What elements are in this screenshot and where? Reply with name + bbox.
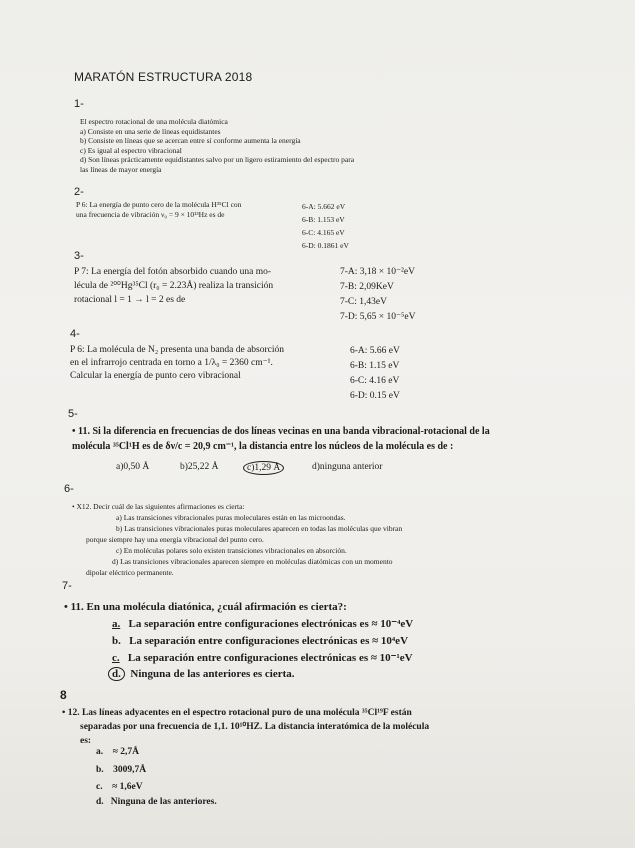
question-3-answer-d: 7-D: 5,65 × 10⁻⁵eV [340,312,416,322]
question-7-option-c: c. La separación entre configuraciones electrónicas es ≈ 10⁻¹eV [112,652,413,664]
question-8-option-a: a. ≈ 2,7Å [96,747,139,757]
question-8-line-1: • 12. Las líneas adyacentes en el espectro rotacional puro de una molécula ³⁵Cl¹⁹F están [62,708,412,718]
question-3-answer-b: 7-B: 2,09KeV [340,282,394,292]
question-1-option-d-cont: las líneas de mayor energía [80,164,162,174]
question-7-option-a: a. La separación entre configuraciones electrónicas es ≈ 10⁻⁴eV [112,618,414,630]
question-8-line-2: separadas por una frecuencia de 1,1. 10¹⁰HZ. La distancia interatómica de la molécula [80,722,430,732]
question-4-answers [350,344,400,404]
question-2-answer-d: 6-D: 0.1861 eV [302,241,349,250]
question-1-stem: El espectro rotacional de una molécula diatómica [80,117,228,126]
question-7-option-d: d. Ninguna de las anteriores es cierta. [108,667,295,682]
selected-answer-mark: c)1,29 Å [243,461,284,475]
question-8-option-c: c. ≈ 1,6eV [96,782,143,792]
question-number-2: 2- [74,186,84,198]
question-5-option-a: a)0,50 Å [116,462,150,472]
question-6-option-d: d) Las transiciones vibracionales aparecen siempre en moléculas diatómicas con un momento [112,557,393,566]
question-5-text [72,424,490,454]
question-7-stem: • 11. En una molécula diatónica, ¿cuál afirmación es cierta?: [64,601,347,613]
question-5-line-2: molécula ³⁵Cl¹H es de δν/c = 20,9 cm⁻¹, la distancia entre los núcleos de la molécula es de : [72,441,454,452]
question-3-line-1: P 7: La energía del fotón absorbido cuando una mo- [74,267,272,277]
question-3-line-3: rotacional l = 1 → l = 2 es de [74,295,186,305]
question-5-option-d: d)ninguna anterior [312,462,383,472]
question-1-option-c: c) Es igual al espectro vibracional [80,145,182,155]
question-2-line-2: una frecuencia de vibración ν₀ = 9 × 10¹³Hz es de [76,209,225,219]
page-title: MARATÓN ESTRUCTURA 2018 [74,70,253,84]
question-number-4: 4- [70,328,80,340]
question-6-option-d-cont: dipolar eléctrico permanente. [86,568,174,577]
question-6-option-b-cont: porque siempre hay una energía vibracional del punto cero. [86,535,264,544]
question-8-text [62,706,429,748]
question-8-line-3: es: [80,736,92,746]
question-3-text [74,265,273,307]
question-4-line-3: Calcular la energía de punto cero vibracional [70,371,241,381]
question-number-7: 7- [62,580,72,592]
question-number-5: 5- [68,408,78,420]
question-3-line-2: lécula de ²⁰⁰Hg³⁵Cl (r₀ = 2.23Å) realiza la transición [74,281,274,291]
question-5-option-b: b)25,22 Å [180,462,219,472]
question-number-8: 8 [60,688,67,702]
question-4-answer-d: 6-D: 0.15 eV [350,391,400,401]
question-2-answers [302,200,349,252]
question-4-text [70,344,284,383]
question-1-option-a: a) Consiste en una serie de líneas equidistantes [80,126,221,136]
question-6-option-b: b) Las transiciones vibracionales puras moleculares aparecen en todas las moléculas que vibran [116,524,403,533]
question-8-option-d: d. Ninguna de las anteriores. [96,797,217,807]
question-number-6: 6- [64,483,74,495]
question-4-line-2: en el infrarrojo centrada en torno a 1/λ₀ = 2360 cm⁻¹. [70,358,273,368]
question-8-option-b: b. 3009,7Å [96,765,147,775]
question-2-answer-c: 6-C: 4.165 eV [302,228,345,237]
question-4-line-1: P 6: La molécula de N₂ presenta una banda de absorción [70,345,284,355]
question-2-text [76,200,241,219]
question-2-answer-a: 6-A: 5.662 eV [302,202,346,211]
question-5-option-c [243,461,284,475]
question-6-text [72,501,402,578]
question-6-option-a: a) Las transiciones vibracionales puras moleculares están en las microondas. [116,513,346,522]
question-1-option-d: d) Son líneas prácticamente equidistantes salvo por un ligero estiramiento del espectro para [80,155,355,164]
question-5-line-1: • 11. Si la diferencia en frecuencias de dos líneas vecinas en una banda vibracional-rotacional de la [72,426,490,437]
question-3-answers [340,265,415,325]
question-1 [80,117,560,174]
question-3-answer-a: 7-A: 3,18 × 10⁻²eV [340,267,415,277]
question-number-3: 3- [74,250,84,262]
question-2-line-1: P 6: La energía de punto cero de la molécula H³⁵Cl con [76,200,242,209]
question-number-1: 1- [74,98,84,110]
question-6-stem: • X12. Decir cuál de las siguientes afirmaciones es cierta: [72,502,245,511]
question-2-answer-b: 6-B: 1.153 eV [302,215,345,224]
question-4-answer-c: 6-C: 4.16 eV [350,376,400,386]
question-7-option-b: b. La separación entre configuraciones electrónicas es ≈ 10⁴eV [112,635,409,647]
question-4-answer-a: 6-A: 5.66 eV [350,346,400,356]
question-1-option-b: b) Consiste en líneas que se acercan entre sí conforme aumenta la energía [80,136,301,145]
question-3-answer-c: 7-C: 1,43eV [340,297,387,307]
question-4-answer-b: 6-B: 1.15 eV [350,361,400,371]
question-6-option-c: c) En moléculas polares solo existen transiciones vibracionales en absorción. [116,546,347,555]
selected-answer-mark: d. [108,667,125,681]
